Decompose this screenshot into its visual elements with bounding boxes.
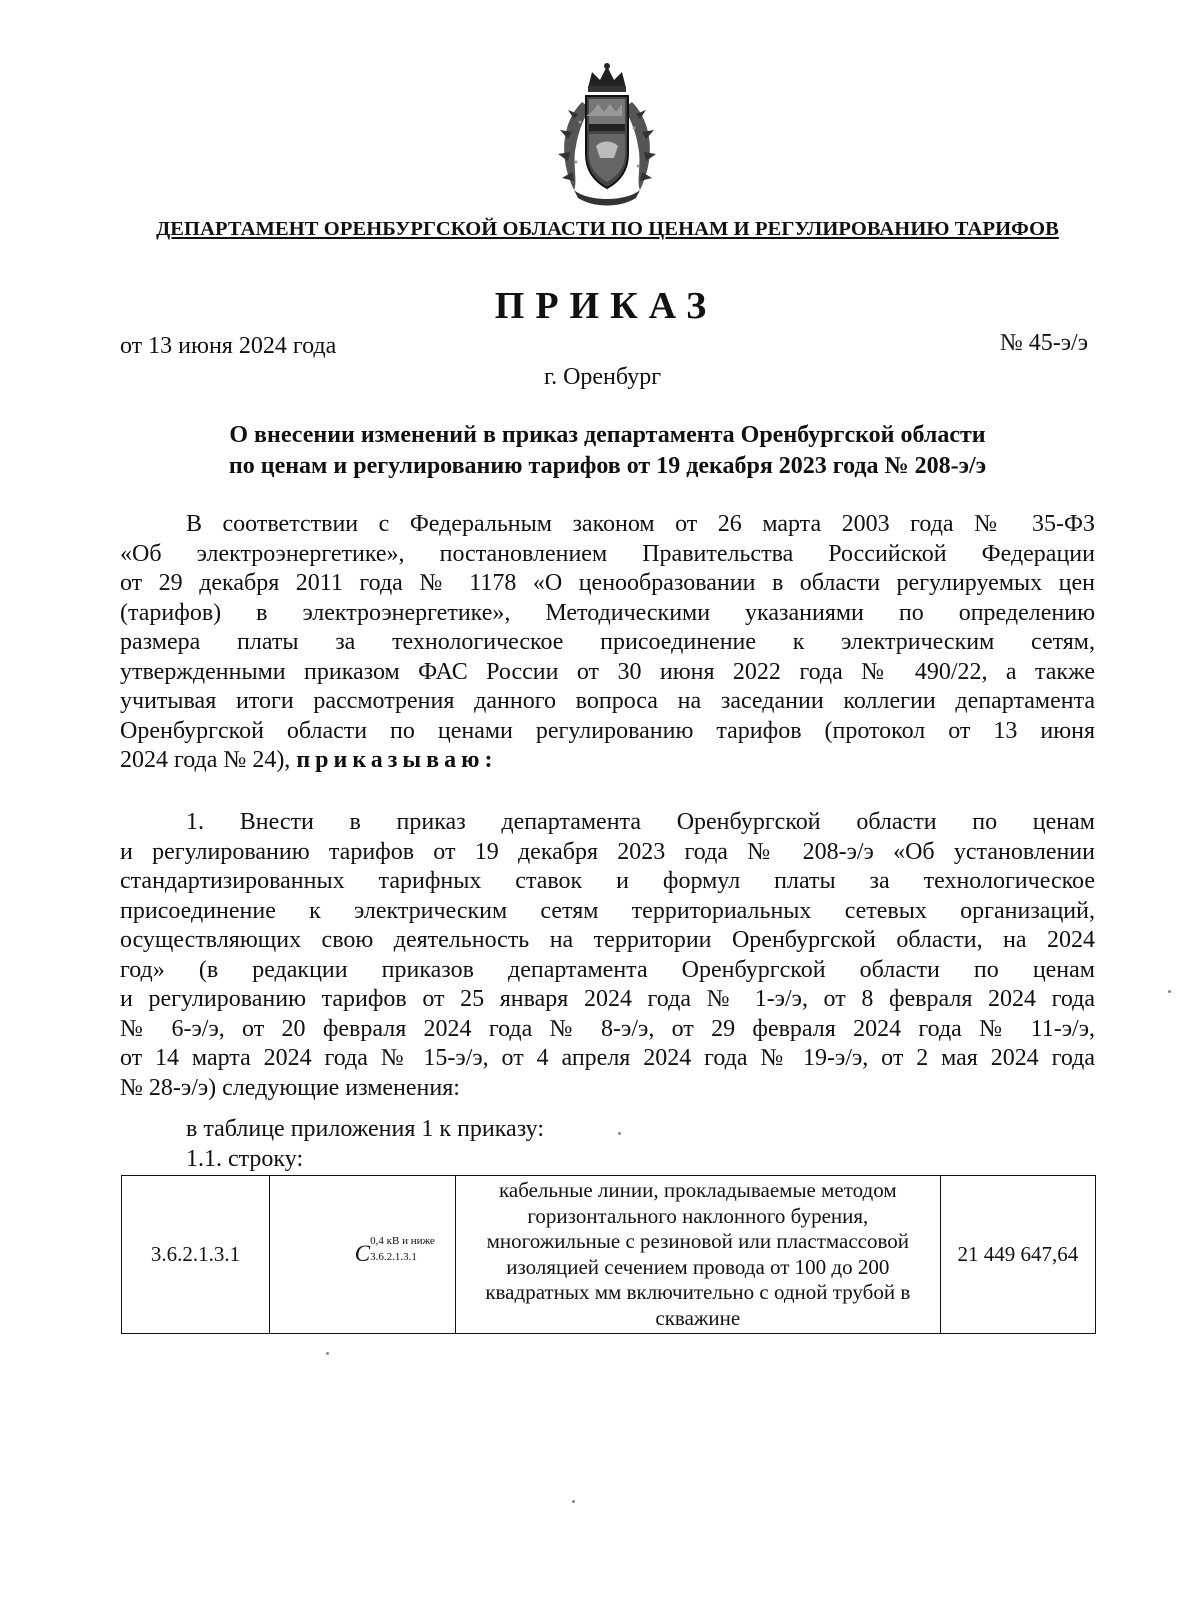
department-name: ДЕПАРТАМЕНТ ОРЕНБУРГСКОЙ ОБЛАСТИ ПО ЦЕНАМ И РЕГУЛИРОВАНИЮ ТАРИФОВ bbox=[156, 218, 1059, 240]
order-date: от 13 июня 2024 года bbox=[120, 333, 337, 359]
scan-speck bbox=[326, 1352, 329, 1355]
order-city: г. Оренбург bbox=[543, 364, 662, 390]
table-cell-description bbox=[455, 1176, 940, 1334]
paragraph-line: год» (в редакции приказов департамента Оренбургской области по ценам bbox=[120, 956, 1095, 983]
table-cell-formula bbox=[270, 1176, 456, 1334]
item-1-paragraph bbox=[120, 808, 1095, 1103]
description-line: изоляцией сечением провода от 100 до 200 bbox=[506, 1254, 890, 1279]
paragraph-line: от 14 марта 2024 года № 15-э/э, от 4 апреля 2024 года № 19-э/э, от 2 мая 2024 года bbox=[120, 1045, 1095, 1071]
table-intro: в таблице приложения 1 к приказу: bbox=[186, 1116, 545, 1142]
subject-line: О внесении изменений в приказ департамента Оренбургской области bbox=[229, 422, 986, 448]
row-label: 1.1. строку: bbox=[186, 1146, 304, 1172]
description-line: многожильные с резиновой или пластмассовой bbox=[486, 1229, 909, 1253]
paragraph-line: утвержденными приказом ФАС России от 30 июня 2022 года № 490/22, а также bbox=[120, 658, 1095, 685]
tariff-table bbox=[121, 1175, 1096, 1334]
table-cell-value: 21 449 647,64 bbox=[940, 1176, 1095, 1334]
scan-speck bbox=[1168, 990, 1171, 993]
scan-speck bbox=[572, 1500, 575, 1503]
subject-line: по ценам и регулированию тарифов от 19 декабря 2023 года № 208-э/э bbox=[228, 453, 987, 479]
paragraph-line: № 6-э/э, от 20 февраля 2024 года № 8-э/э, от 29 февраля 2024 года № 11-э/э, bbox=[120, 1015, 1095, 1042]
paragraph-line: (тарифов) в электроэнергетике», Методическими указаниями по определению bbox=[120, 599, 1095, 626]
formula-superscript: 0,4 кВ и ниже bbox=[370, 1235, 435, 1248]
paragraph-line: 1. Внести в приказ департамента Оренбургской области по ценам bbox=[186, 809, 1095, 835]
description-line: кабельные линии, прокладываемые методом bbox=[499, 1178, 897, 1202]
coat-of-arms-emblem bbox=[548, 62, 666, 208]
formula-symbol: C bbox=[354, 1241, 371, 1267]
table-cell-code: 3.6.2.1.3.1 bbox=[122, 1176, 270, 1334]
document-type-title: ПРИКАЗ bbox=[494, 285, 718, 327]
paragraph-text: 2024 года № 24), bbox=[120, 747, 291, 773]
order-subject bbox=[120, 420, 1095, 482]
paragraph-line: «Об электроэнергетике», постановлением Правительства Российской Федерации bbox=[120, 540, 1095, 567]
preamble-paragraph bbox=[120, 510, 1095, 776]
paragraph-line: стандартизированных тарифных ставок и формул платы за технологическое bbox=[120, 868, 1095, 894]
scan-speck bbox=[618, 1132, 621, 1135]
description-line: скважине bbox=[655, 1305, 741, 1330]
paragraph-line: учитывая итоги рассмотрения данного вопроса на заседании коллегии департамента bbox=[120, 688, 1095, 714]
paragraph-line: осуществляющих свою деятельность на территории Оренбургской области, на 2024 bbox=[120, 927, 1095, 953]
paragraph-line: и регулированию тарифов от 19 декабря 2023 года № 208-э/э «Об установлении bbox=[120, 838, 1095, 865]
paragraph-line: присоединение к электрическим сетям территориальных сетевых организаций, bbox=[120, 897, 1095, 924]
paragraph-line: Оренбургской области по ценами регулированию тарифов (протокол от 13 июня bbox=[120, 717, 1095, 744]
order-number: № 45-э/э bbox=[999, 330, 1088, 356]
paragraph-line: размера платы за технологическое присоединение к электрическим сетям, bbox=[120, 629, 1095, 655]
paragraph-line: В соответствии с Федеральным законом от 26 марта 2003 года № 35-ФЗ bbox=[186, 511, 1095, 537]
formula-subscript: 3.6.2.1.3.1 bbox=[370, 1251, 417, 1264]
paragraph-line: № 28-э/э) следующие изменения: bbox=[120, 1074, 460, 1101]
order-verb: приказываю: bbox=[296, 747, 498, 773]
table-row bbox=[122, 1176, 1096, 1334]
paragraph-line bbox=[120, 746, 1095, 776]
formula bbox=[354, 1235, 435, 1267]
paragraph-line: и регулированию тарифов от 25 января 2024 года № 1-э/э, от 8 февраля 2024 года bbox=[120, 986, 1095, 1012]
description-line: горизонтального наклонного бурения, bbox=[527, 1203, 869, 1228]
description-line: квадратных мм включительно с одной трубой в bbox=[485, 1280, 911, 1304]
paragraph-line: от 29 декабря 2011 года № 1178 «О ценообразовании в области регулируемых цен bbox=[120, 570, 1095, 596]
